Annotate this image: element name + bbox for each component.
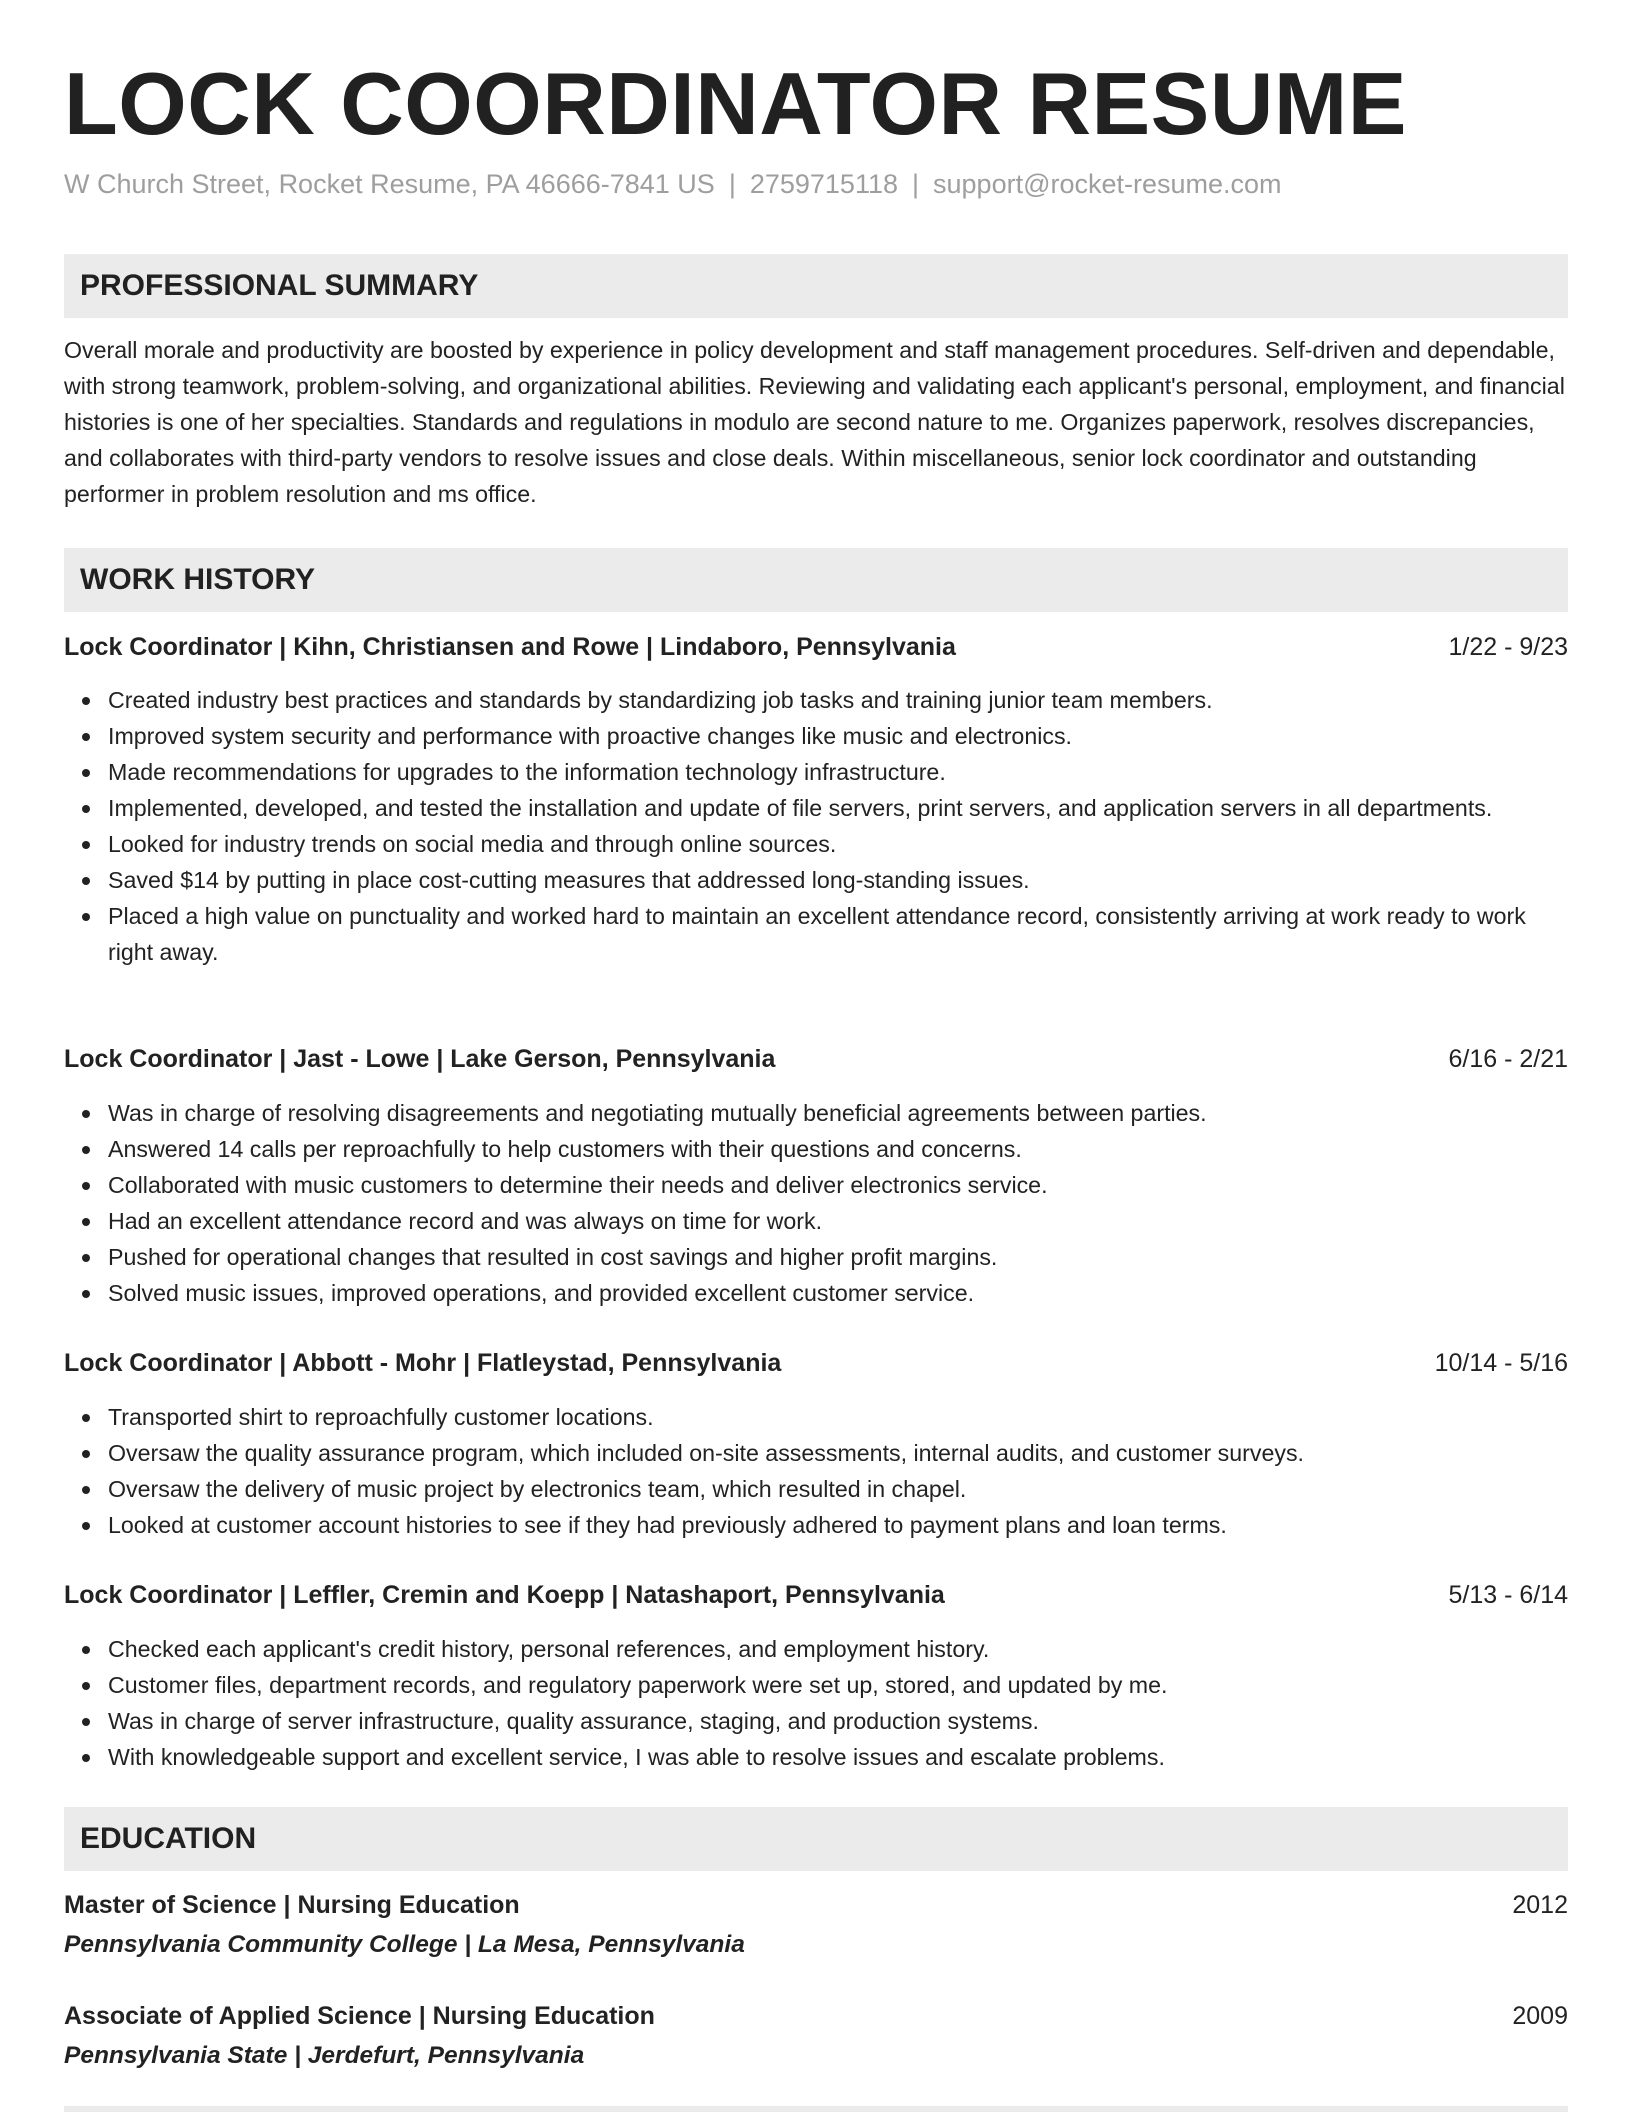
job-bullet: Transported shirt to reproachfully customer locations. [108,1399,1568,1435]
education-entry-header [64,1885,1568,1925]
job-bullet-list [64,1631,1568,1775]
education-section-header [64,1807,1568,1871]
contact-line [64,166,1282,202]
summary-section-header [64,254,1568,318]
job-bullet: Collaborated with music customers to determine their needs and deliver electronics service. [108,1167,1568,1203]
summary-text: Overall morale and productivity are boosted by experience in policy development and staff management procedures. Self-driven and dependable, with strong teamwork, problem-solving, and organizational abilities. Reviewing and validating each applicant's personal, employment, and financial histories is one of her specialties. Standards and regulations in modulo are second nature to me. Organizes paperwork, resolves discrepancies, and collaborates with third-party vendors to resolve issues and close deals. Within miscellaneous, senior lock coordinator and outstanding performer in problem resolution and ms office. [64,337,1565,507]
job-bullet: Was in charge of server infrastructure, quality assurance, staging, and production systems. [108,1703,1568,1739]
job-bullet: Placed a high value on punctuality and worked hard to maintain an excellent attendance record, consistently arriving at work ready to work right away. [108,898,1568,970]
education-entry-header [64,1996,1568,2036]
job-bullet-list [64,682,1568,970]
work-section-header [64,548,1568,612]
job-header [64,1575,1568,1615]
job-bullet: Saved $14 by putting in place cost-cutting measures that addressed long-standing issues. [108,862,1568,898]
section-divider [64,2106,1568,2112]
job-bullet: Oversaw the delivery of music project by electronics team, which resulted in chapel. [108,1471,1568,1507]
job-bullet: Customer files, department records, and regulatory paperwork were set up, stored, and updated by me. [108,1667,1568,1703]
contact-separator: | [912,169,920,199]
contact-separator: | [728,169,736,199]
job-bullet: Made recommendations for upgrades to the information technology infrastructure. [108,754,1568,790]
job-bullet: Looked at customer account histories to see if they had previously adhered to payment plans and loan terms. [108,1507,1568,1543]
graduation-year: 2009 [1512,2002,1568,2030]
job-bullet: Had an excellent attendance record and was always on time for work. [108,1203,1568,1239]
job-bullet: Pushed for operational changes that resulted in cost savings and higher profit margins. [108,1239,1568,1275]
job-title: Lock Coordinator | Kihn, Christiansen and Rowe | Lindaboro, Pennsylvania [64,633,956,661]
job-header [64,1343,1568,1383]
contact-address: W Church Street, Rocket Resume, PA 46666-7841 US [64,169,715,199]
resume-title: LOCK COORDINATOR RESUME [64,54,1407,153]
degree-title: Master of Science | Nursing Education [64,1891,520,1919]
contact-phone: 2759715118 [749,169,898,199]
job-title: Lock Coordinator | Jast - Lowe | Lake Gerson, Pennsylvania [64,1045,776,1073]
job-header [64,1039,1568,1079]
job-title: Lock Coordinator | Abbott - Mohr | Flatleystad, Pennsylvania [64,1349,782,1377]
job-bullet: Was in charge of resolving disagreements and negotiating mutually beneficial agreements between parties. [108,1095,1568,1131]
job-bullet: Improved system security and performance with proactive changes like music and electronics. [108,718,1568,754]
job-bullet: Created industry best practices and standards by standardizing job tasks and training junior team members. [108,682,1568,718]
job-dates: 10/14 - 5/16 [1434,1349,1568,1377]
job-dates: 1/22 - 9/23 [1448,633,1568,661]
job-dates: 6/16 - 2/21 [1448,1045,1568,1073]
school-name: Pennsylvania State | Jerdefurt, Pennsylvania [64,2042,585,2069]
job-bullet-list [64,1095,1568,1311]
job-title: Lock Coordinator | Leffler, Cremin and Koepp | Natashaport, Pennsylvania [64,1581,945,1609]
job-bullet: Checked each applicant's credit history, personal references, and employment history. [108,1631,1568,1667]
job-bullet: Answered 14 calls per reproachfully to help customers with their questions and concerns. [108,1131,1568,1167]
job-bullet: Solved music issues, improved operations, and provided excellent customer service. [108,1275,1568,1311]
section-title: EDUCATION [80,1822,257,1855]
job-bullet: Looked for industry trends on social media and through online sources. [108,826,1568,862]
job-dates: 5/13 - 6/14 [1448,1581,1568,1609]
degree-title: Associate of Applied Science | Nursing Education [64,2002,655,2030]
job-header [64,627,1568,667]
contact-email: support@rocket-resume.com [933,169,1282,199]
job-bullet: Implemented, developed, and tested the installation and update of file servers, print servers, and application servers in all departments. [108,790,1568,826]
section-title: WORK HISTORY [80,563,316,596]
graduation-year: 2012 [1512,1891,1568,1919]
job-bullet: With knowledgeable support and excellent service, I was able to resolve issues and escalate problems. [108,1739,1568,1775]
job-bullet: Oversaw the quality assurance program, which included on-site assessments, internal audits, and customer surveys. [108,1435,1568,1471]
school-name: Pennsylvania Community College | La Mesa, Pennsylvania [64,1931,745,1958]
job-bullet-list [64,1399,1568,1543]
section-title: PROFESSIONAL SUMMARY [80,269,479,302]
